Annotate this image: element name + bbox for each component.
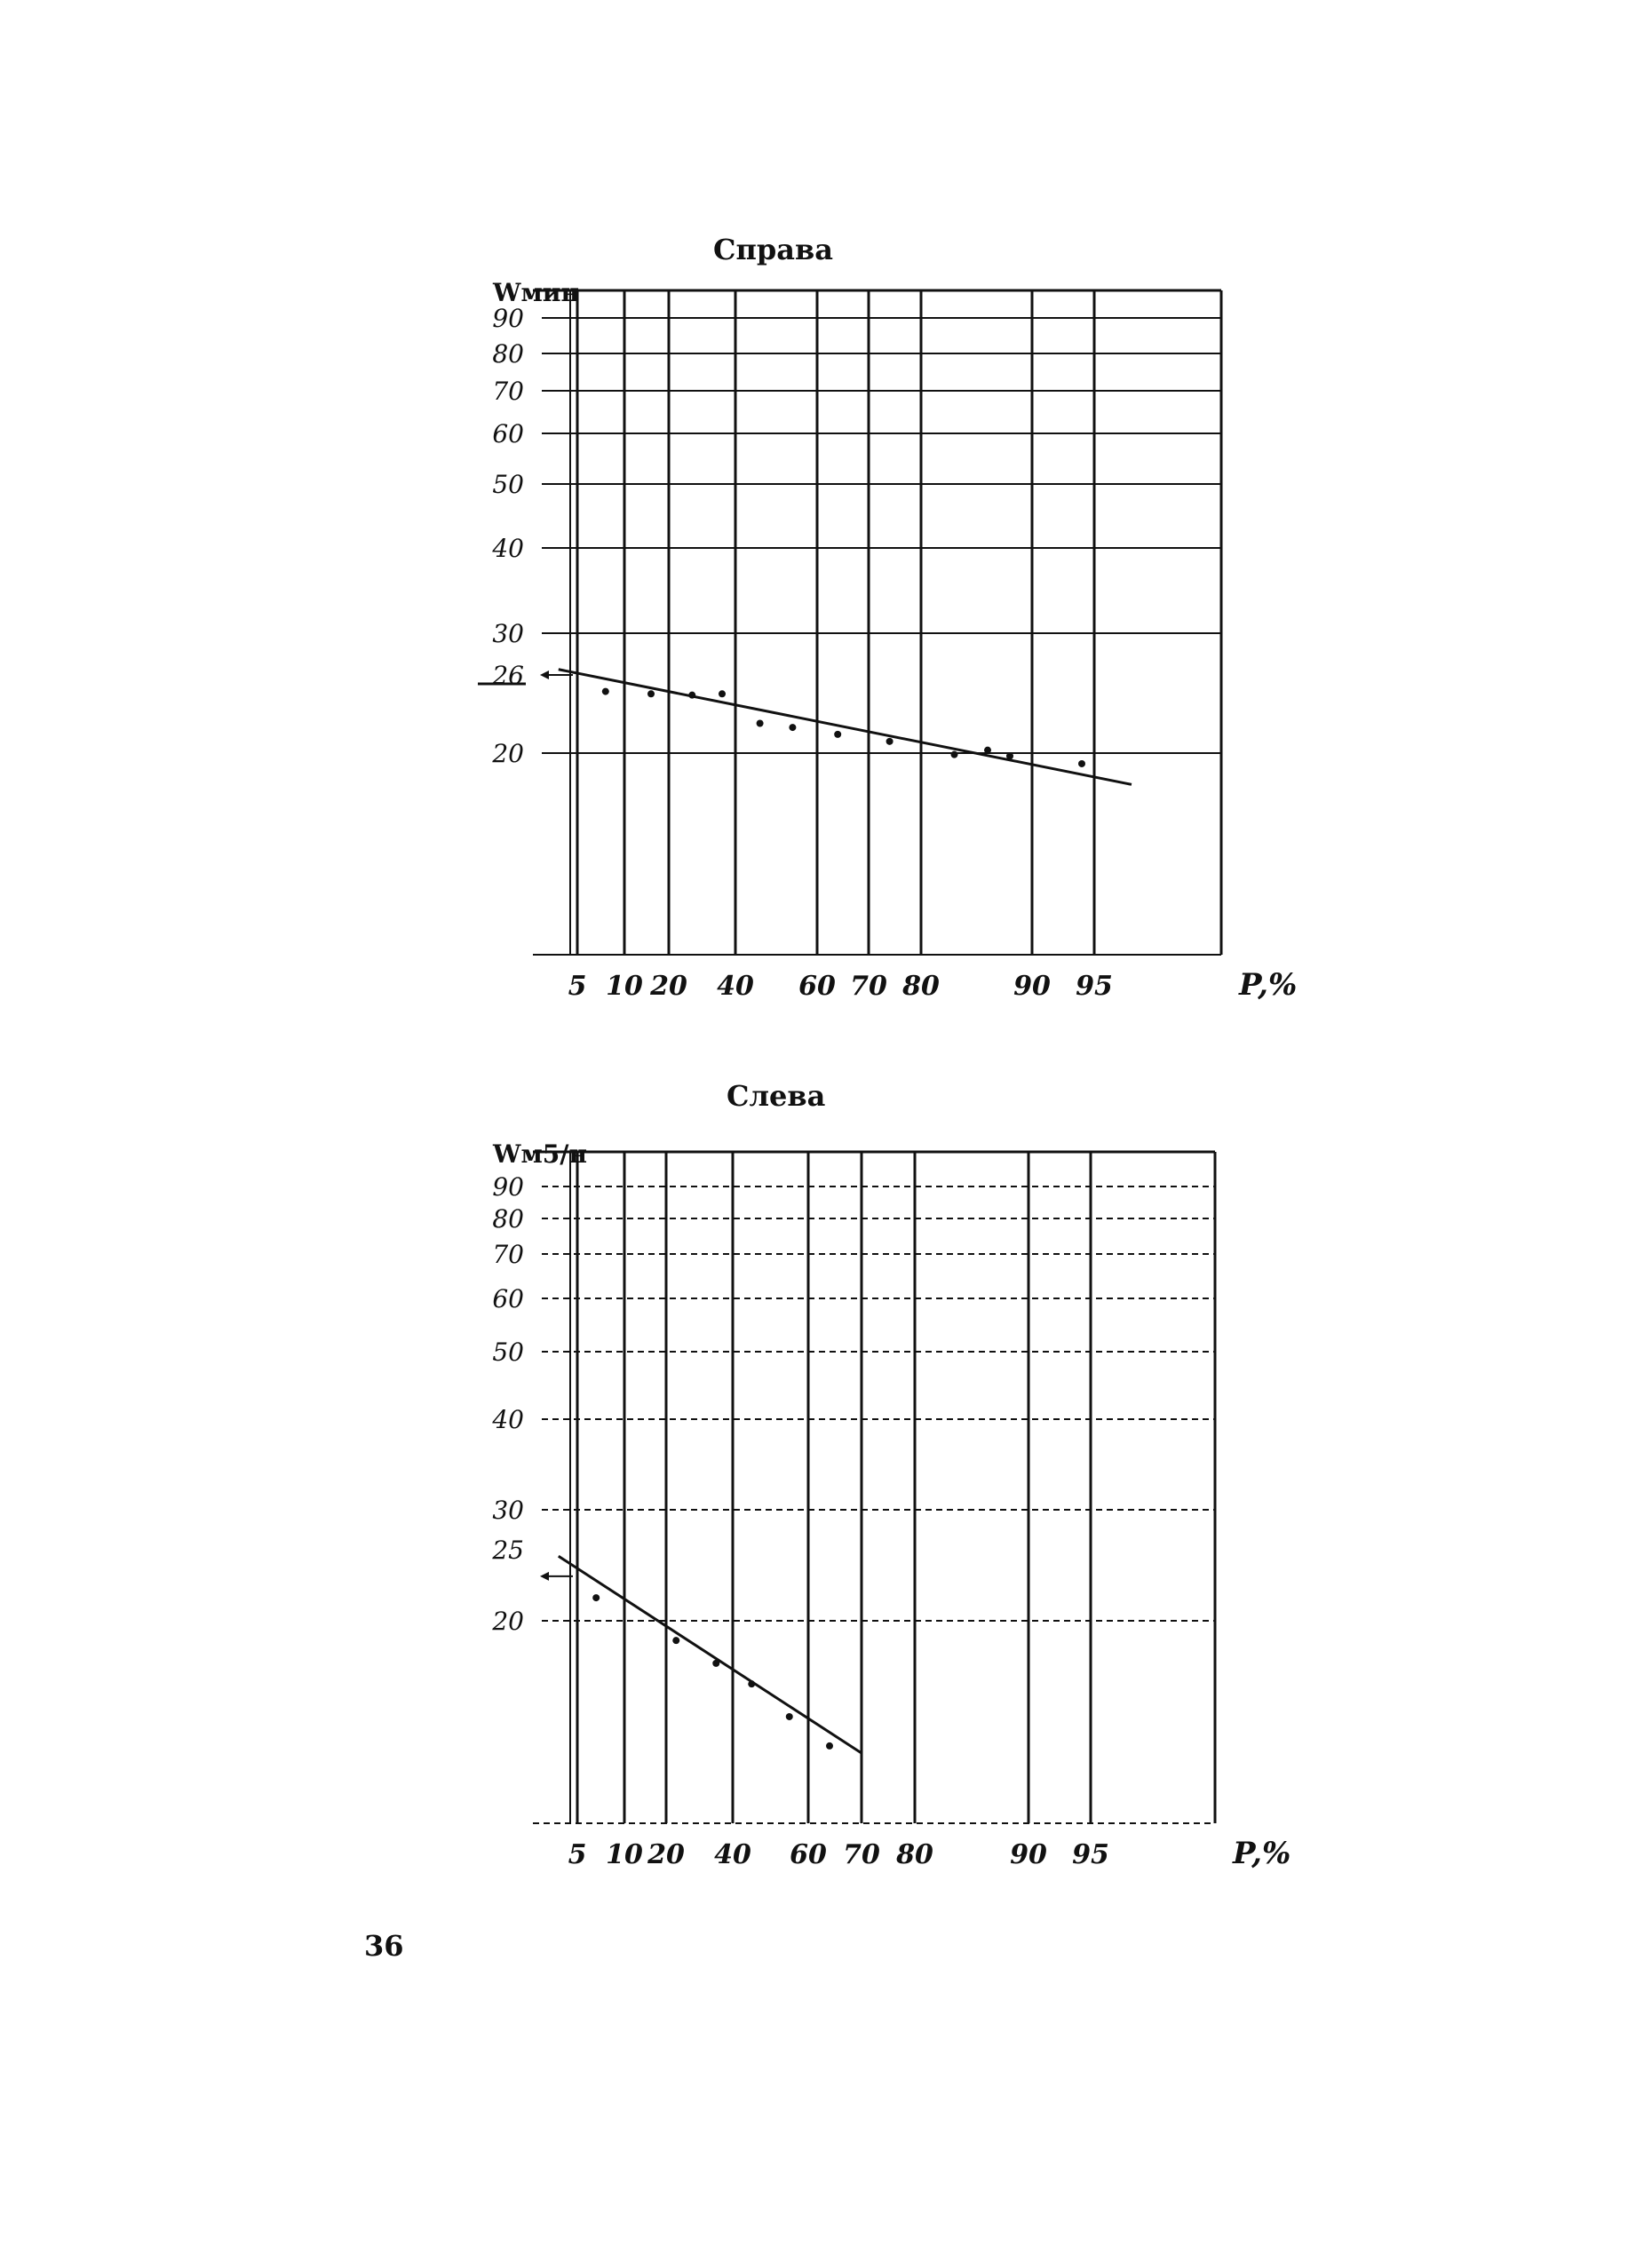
marker-arrow-head [540,1572,549,1581]
y-axis-label: Wмин [493,278,580,307]
data-point [786,1713,793,1720]
y-tick-label: 20 [492,739,524,768]
y-tick-label: 30 [492,1496,524,1525]
y-axis-label: Wм5/н [493,1139,587,1169]
x-tick-label: 20 [650,971,687,1002]
y-tick-label: 60 [492,1284,524,1313]
x-tick-label: 10 [606,971,643,1002]
y-tick-label: 80 [492,339,524,369]
data-point [748,1680,755,1687]
chart-title-left: Слева [727,1079,826,1113]
x-tick-label: 60 [790,1839,827,1870]
x-axis-label: P,% [1233,1836,1291,1871]
x-tick-label: 40 [717,971,754,1002]
x-tick-label: 95 [1072,1839,1109,1870]
x-tick-label: 60 [798,971,836,1002]
y-tick-label: 50 [492,1337,524,1367]
x-tick-label: 70 [850,971,887,1002]
y-tick-label: 90 [492,304,524,333]
y-tick-label: 70 [492,1240,524,1269]
y-tick-label: 30 [492,619,524,648]
x-tick-label: 10 [606,1839,643,1870]
x-tick-label: 5 [568,1839,587,1870]
x-tick-label: 20 [647,1839,685,1870]
plot-area [491,1139,1291,1871]
x-tick-label: 40 [714,1839,751,1870]
page-number: 36 [364,1929,404,1963]
y-tick-label: 50 [492,470,524,499]
x-tick-label: 90 [1013,971,1051,1002]
y-tick-label: 20 [492,1607,524,1636]
data-point [712,1660,719,1667]
y-tick-label: 40 [492,1405,524,1434]
data-point [592,1594,600,1601]
x-tick-label: 80 [902,971,940,1002]
x-tick-label: 80 [896,1839,933,1870]
x-axis-label: P,% [1239,967,1298,1003]
x-tick-label: 90 [1010,1839,1047,1870]
x-tick-label: 70 [843,1839,880,1870]
y-tick-label: 90 [492,1172,524,1202]
fit-line [559,1556,862,1753]
y-tick-label: 25 [492,1536,524,1565]
y-tick-label: 70 [492,377,524,406]
y-tick-label: 26 [492,661,524,690]
x-tick-label: 5 [568,971,587,1002]
y-tick-label: 80 [492,1204,524,1234]
data-point [826,1742,833,1750]
y-tick-label: 60 [492,419,524,448]
data-point [672,1637,679,1644]
x-tick-label: 95 [1076,971,1113,1002]
chart-title-right: Справа [713,233,833,266]
y-tick-label: 40 [492,534,524,563]
